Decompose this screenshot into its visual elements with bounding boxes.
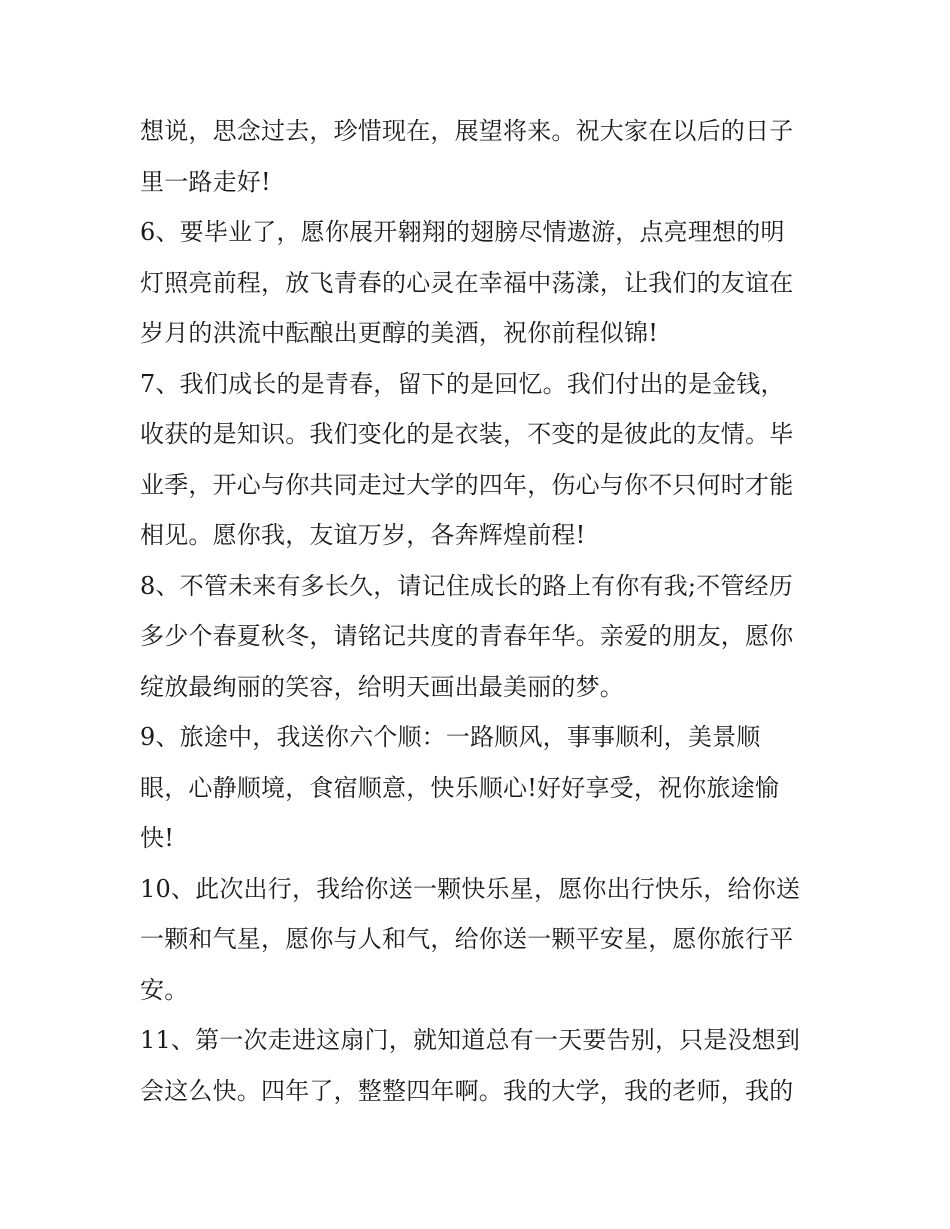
- text-line: 7、我们成长的是青春，留下的是回忆。我们付出的是金钱，: [140, 369, 785, 398]
- text-line: 9、旅途中，我送你六个顺：一路顺风，事事顺利，美景顺: [140, 723, 761, 751]
- text-line: 岁月的洪流中酝酿出更醇的美酒，祝你前程似锦!: [140, 319, 659, 347]
- text-line: 6、要毕业了，愿你展开翱翔的翅膀尽情遨游，点亮理想的明: [140, 218, 785, 246]
- text-line: 相见。愿你我，友谊万岁，各奔辉煌前程!: [140, 521, 586, 549]
- text-line: 想说，思念过去，珍惜现在，展望将来。祝大家在以后的日子: [140, 117, 794, 145]
- text-line: 安。: [140, 975, 189, 1004]
- text-line: 11、第一次走进这扇门，就知道总有一天要告别，只是没想到: [140, 1026, 801, 1054]
- text-line: 业季，开心与你共同走过大学的四年，伤心与你不只何时才能: [140, 470, 794, 499]
- text-line: 一颗和气星，愿你与人和气，给你送一颗平安星，愿你旅行平: [140, 925, 794, 953]
- text-line: 会这么快。四年了，整整四年啊。我的大学，我的老师，我的: [140, 1076, 794, 1105]
- text-line: 绽放最绚丽的笑容，给明天画出最美丽的梦。: [140, 672, 624, 701]
- text-line: 8、不管未来有多长久，请记住成长的路上有你有我;不管经历: [140, 571, 793, 600]
- text-line: 收获的是知识。我们变化的是衣装，不变的是彼此的友情。毕: [140, 420, 794, 448]
- text-line: 灯照亮前程，放飞青春的心灵在幸福中荡漾，让我们的友谊在: [140, 268, 794, 297]
- text-line: 多少个春夏秋冬，请铭记共度的青春年华。亲爱的朋友，愿你: [140, 622, 794, 650]
- text-line: 10、此次出行，我给你送一颗快乐星，愿你出行快乐，给你送: [140, 874, 801, 903]
- text-line: 眼，心静顺境，食宿顺意，快乐顺心!好好享受，祝你旅途愉: [140, 773, 780, 802]
- text-line: 快!: [140, 824, 175, 852]
- document-body: [140, 106, 815, 1116]
- text-line: 里一路走好!: [140, 167, 271, 196]
